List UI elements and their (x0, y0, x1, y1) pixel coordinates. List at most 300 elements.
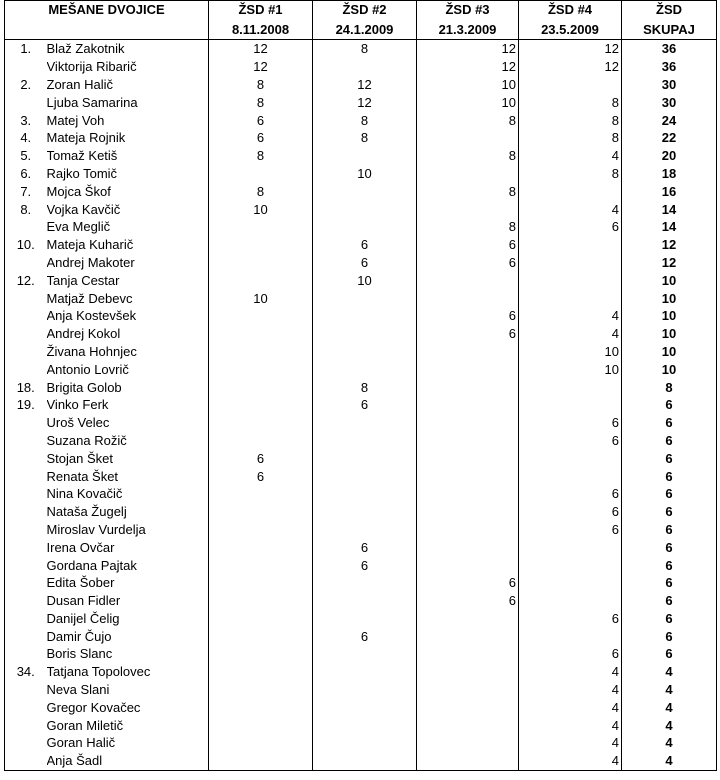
event-3-points-cell: 12 (417, 58, 519, 76)
table-row (5, 396, 717, 414)
event-3-points-cell (417, 378, 519, 396)
rank-cell (5, 58, 47, 76)
total-points-cell: 4 (622, 734, 717, 752)
player-name-cell: Anja Šadl (47, 752, 209, 770)
event-2-points-cell (313, 449, 417, 467)
player-name-cell: Zoran Halič (46, 76, 113, 92)
player-name-cell: Antonio Lovrič (46, 361, 129, 377)
rank-cell (5, 360, 47, 378)
event-2-points-cell: 6 (313, 538, 417, 556)
event-1-points-cell: 12 (209, 40, 313, 58)
rank-cell (5, 574, 47, 592)
event-4-points-cell (519, 574, 622, 592)
event-3-points-cell (417, 610, 519, 628)
rank-cell (5, 734, 47, 752)
event-2-points-cell (313, 147, 417, 165)
rank-cell (5, 556, 47, 574)
event-2-points-cell (313, 698, 417, 716)
rank-cell (5, 93, 47, 111)
event-3-points-cell (417, 734, 519, 752)
event-4-points-cell: 4 (519, 325, 622, 343)
table-row (5, 574, 717, 592)
table-row (5, 752, 717, 770)
event-1-points-cell (209, 574, 313, 592)
event-1-points-cell: 8 (209, 93, 313, 111)
rank-cell (5, 503, 47, 521)
event-1-points-cell (209, 343, 313, 361)
event-4-points-cell: 8 (519, 111, 622, 129)
event-3-date: 21.3.2009 (417, 21, 519, 40)
event-4-points-cell: 8 (519, 165, 622, 183)
player-name-cell: Andrej Makoter (46, 254, 135, 270)
event-1-points-cell: 6 (209, 129, 313, 147)
event-2-points-cell (313, 752, 417, 770)
event-1-points-cell (209, 254, 313, 272)
player-name-cell: Mateja Rojnik (46, 130, 126, 146)
player-name-cell: Boris Slanc (46, 646, 113, 662)
player-name-cell: Edita Šober (46, 575, 115, 591)
total-points-cell: 6 (622, 556, 717, 574)
table-row (5, 200, 717, 218)
event-1-points-cell (209, 165, 313, 183)
event-4-points-cell: 6 (519, 610, 622, 628)
total-points-cell: 6 (622, 503, 717, 521)
table-row (5, 58, 717, 76)
player-name-cell: Andrej Kokol (46, 326, 121, 342)
player-name-cell: Mojca Škof (46, 183, 111, 199)
event-1-points-cell (209, 325, 313, 343)
event-3-points-cell: 6 (417, 236, 519, 254)
event-2-points-cell: 10 (313, 271, 417, 289)
event-4-points-cell: 6 (519, 218, 622, 236)
event-2-points-cell (313, 360, 417, 378)
event-1-points-cell (209, 538, 313, 556)
event-2-points-cell (313, 218, 417, 236)
event-2-points-cell (313, 592, 417, 610)
event-3-points-cell: 12 (417, 40, 519, 58)
total-points-cell: 8 (622, 378, 717, 396)
event-1-points-cell: 8 (209, 182, 313, 200)
event-3-points-cell (417, 503, 519, 521)
event-3-points-cell (417, 467, 519, 485)
event-1-points-cell (209, 432, 313, 450)
event-1-points-cell (209, 360, 313, 378)
total-points-cell: 4 (622, 663, 717, 681)
rank-cell (5, 254, 47, 272)
event-3-points-cell (417, 200, 519, 218)
table-row (5, 734, 717, 752)
event-1-points-cell (209, 556, 313, 574)
player-name-cell: Goran Miletič (46, 717, 124, 733)
player-name-cell: Renata Šket (46, 468, 119, 484)
rank-cell (5, 592, 47, 610)
event-2-points-cell: 8 (313, 111, 417, 129)
event-2-points-cell: 12 (313, 76, 417, 94)
rank-cell (5, 681, 47, 699)
event-3-points-cell: 10 (417, 93, 519, 111)
event-1-points-cell (209, 698, 313, 716)
event-4-points-cell: 4 (519, 734, 622, 752)
total-points-cell: 10 (622, 325, 717, 343)
table-row (5, 325, 717, 343)
player-name-cell: Blaž Zakotnik (46, 41, 125, 57)
total-points-cell: 20 (622, 147, 717, 165)
event-2-points-cell (313, 58, 417, 76)
player-name-cell: Dusan Fidler (46, 593, 121, 609)
event-1-points-cell (209, 716, 313, 734)
rank-cell (5, 485, 47, 503)
event-3-points-cell (417, 449, 519, 467)
rank-cell: 10. (5, 236, 47, 254)
table-row (5, 645, 717, 663)
table-row (5, 236, 717, 254)
event-1-points-cell: 6 (209, 467, 313, 485)
event-1-points-cell: 10 (209, 200, 313, 218)
event-4-points-cell (519, 289, 622, 307)
event-4-points-cell: 4 (519, 307, 622, 325)
event-2-points-cell (313, 681, 417, 699)
table-row (5, 254, 717, 272)
rank-cell (5, 343, 47, 361)
total-points-cell: 6 (622, 627, 717, 645)
event-2-points-cell (313, 663, 417, 681)
event-2-date: 24.1.2009 (313, 21, 417, 40)
event-4-points-cell: 4 (519, 698, 622, 716)
total-points-cell: 14 (622, 218, 717, 236)
table-row (5, 271, 717, 289)
table-row (5, 467, 717, 485)
event-3-points-cell (417, 681, 519, 699)
rank-cell (5, 610, 47, 628)
event-4-date: 23.5.2009 (519, 21, 622, 40)
event-4-points-cell: 6 (519, 414, 622, 432)
event-3-points-cell (417, 627, 519, 645)
event-3-points-cell (417, 538, 519, 556)
event-4-points-cell: 8 (519, 129, 622, 147)
event-1-points-cell (209, 218, 313, 236)
event-2-points-cell: 6 (313, 396, 417, 414)
rank-cell: 3. (5, 111, 47, 129)
event-1-name: ŽSD #1 (209, 1, 313, 22)
rank-cell: 8. (5, 200, 47, 218)
event-3-points-cell (417, 129, 519, 147)
total-points-cell: 6 (622, 485, 717, 503)
event-4-name: ŽSD #4 (519, 1, 622, 22)
rank-cell (5, 752, 47, 770)
event-1-points-cell (209, 396, 313, 414)
event-2-points-cell (313, 645, 417, 663)
event-4-points-cell: 10 (519, 343, 622, 361)
player-name-cell: Eva Meglič (46, 219, 111, 235)
event-1-points-cell (209, 378, 313, 396)
table-row (5, 432, 717, 450)
event-1-points-cell (209, 627, 313, 645)
event-2-points-cell (313, 182, 417, 200)
player-name-cell: Nina Kovačič (46, 486, 123, 502)
event-4-points-cell: 4 (519, 147, 622, 165)
table-row (5, 289, 717, 307)
total-points-cell: 6 (622, 521, 717, 539)
event-3-points-cell: 8 (417, 218, 519, 236)
event-1-points-cell (209, 663, 313, 681)
player-name-cell: Uroš Velec (46, 415, 110, 431)
event-4-points-cell: 4 (519, 752, 622, 770)
event-3-points-cell: 6 (417, 325, 519, 343)
player-name-cell: Rajko Tomič (46, 165, 118, 181)
event-1-points-cell (209, 503, 313, 521)
player-name-cell: Ljuba Samarina (46, 94, 138, 110)
player-name-cell: Tanja Cestar (46, 272, 120, 288)
rank-cell (5, 716, 47, 734)
player-name-cell: Matej Voh (46, 112, 105, 128)
event-4-points-cell: 4 (519, 663, 622, 681)
event-4-points-cell (519, 254, 622, 272)
total-points-cell: 6 (622, 645, 717, 663)
event-1-points-cell: 6 (209, 449, 313, 467)
rank-cell (5, 218, 47, 236)
total-points-cell: 6 (622, 574, 717, 592)
player-name-cell: Anja Kostevšek (46, 308, 137, 324)
event-4-points-cell (519, 271, 622, 289)
rank-cell (5, 627, 47, 645)
event-2-points-cell: 10 (313, 165, 417, 183)
event-3-points-cell (417, 698, 519, 716)
results-table (4, 0, 717, 771)
event-1-date: 8.11.2008 (209, 21, 313, 40)
rank-cell (5, 538, 47, 556)
player-name-cell: Gregor Kovačec (46, 699, 141, 715)
event-4-points-cell (519, 236, 622, 254)
player-name-cell: Goran Halič (46, 735, 116, 751)
event-2-points-cell (313, 574, 417, 592)
total-header-line2: SKUPAJ (622, 21, 717, 40)
event-1-points-cell: 10 (209, 289, 313, 307)
total-points-cell: 6 (622, 592, 717, 610)
player-name-cell: Suzana Rožič (46, 432, 127, 448)
event-3-points-cell (417, 485, 519, 503)
event-4-points-cell (519, 76, 622, 94)
event-1-points-cell (209, 734, 313, 752)
event-4-points-cell: 6 (519, 521, 622, 539)
rank-cell: 6. (5, 165, 47, 183)
event-2-points-cell: 6 (313, 556, 417, 574)
event-3-points-cell: 6 (417, 307, 519, 325)
event-3-points-cell (417, 289, 519, 307)
event-2-points-cell: 8 (313, 378, 417, 396)
total-points-cell: 6 (622, 467, 717, 485)
total-points-cell: 10 (622, 343, 717, 361)
event-1-points-cell: 12 (209, 58, 313, 76)
rank-cell: 5. (5, 147, 47, 165)
total-points-cell: 10 (622, 360, 717, 378)
event-1-points-cell (209, 307, 313, 325)
table-title: MEŠANE DVOJICE (5, 1, 209, 22)
table-row (5, 93, 717, 111)
event-4-points-cell (519, 467, 622, 485)
event-3-points-cell (417, 360, 519, 378)
event-2-points-cell (313, 610, 417, 628)
table-row (5, 521, 717, 539)
event-1-points-cell (209, 521, 313, 539)
total-points-cell: 18 (622, 165, 717, 183)
total-points-cell: 30 (622, 76, 717, 94)
total-points-cell: 30 (622, 93, 717, 111)
event-3-points-cell (417, 165, 519, 183)
event-2-points-cell (313, 343, 417, 361)
event-1-points-cell: 8 (209, 76, 313, 94)
player-name-cell: Nataša Žugelj (46, 504, 127, 520)
event-3-points-cell: 6 (417, 254, 519, 272)
total-points-cell: 4 (622, 681, 717, 699)
table-row (5, 129, 717, 147)
event-2-points-cell: 8 (313, 40, 417, 58)
event-4-points-cell: 12 (519, 40, 622, 58)
event-1-points-cell (209, 236, 313, 254)
event-4-points-cell (519, 538, 622, 556)
total-points-cell: 14 (622, 200, 717, 218)
rank-cell: 2. (5, 76, 47, 94)
total-points-cell: 16 (622, 182, 717, 200)
table-row (5, 147, 717, 165)
table-row (5, 485, 717, 503)
total-points-cell: 6 (622, 449, 717, 467)
player-name-cell: Živana Hohnjec (46, 343, 137, 359)
table-row (5, 414, 717, 432)
player-name-cell: Vinko Ferk (46, 397, 109, 413)
table-row (5, 627, 717, 645)
rank-cell (5, 325, 47, 343)
table-row (5, 360, 717, 378)
event-2-points-cell: 8 (313, 129, 417, 147)
event-4-points-cell: 6 (519, 432, 622, 450)
event-3-points-cell (417, 396, 519, 414)
total-points-cell: 22 (622, 129, 717, 147)
event-1-points-cell: 8 (209, 147, 313, 165)
event-3-points-cell (417, 663, 519, 681)
event-4-points-cell (519, 396, 622, 414)
rank-cell (5, 645, 47, 663)
event-4-points-cell: 6 (519, 503, 622, 521)
event-3-points-cell (417, 716, 519, 734)
table-row (5, 40, 717, 58)
event-4-points-cell: 10 (519, 360, 622, 378)
event-2-points-cell (313, 432, 417, 450)
table-row (5, 165, 717, 183)
event-4-points-cell (519, 556, 622, 574)
table-body (5, 40, 717, 771)
table-row (5, 716, 717, 734)
rank-cell: 7. (5, 182, 47, 200)
total-points-cell: 6 (622, 538, 717, 556)
event-2-points-cell (313, 716, 417, 734)
event-4-points-cell: 4 (519, 200, 622, 218)
player-name-cell: Mateja Kuharič (46, 237, 134, 253)
player-name-cell: Danijel Čelig (46, 610, 120, 626)
event-2-points-cell: 6 (313, 627, 417, 645)
event-4-points-cell (519, 182, 622, 200)
table-header (5, 1, 717, 40)
rank-cell (5, 698, 47, 716)
table-row (5, 503, 717, 521)
total-points-cell: 10 (622, 307, 717, 325)
event-1-points-cell (209, 485, 313, 503)
rank-cell: 12. (5, 271, 47, 289)
table-row (5, 592, 717, 610)
total-points-cell: 6 (622, 432, 717, 450)
table-row (5, 218, 717, 236)
event-3-points-cell: 8 (417, 182, 519, 200)
table-row (5, 663, 717, 681)
event-2-points-cell (313, 200, 417, 218)
total-points-cell: 4 (622, 698, 717, 716)
player-name-cell: Damir Čujo (46, 628, 112, 644)
total-points-cell: 6 (622, 610, 717, 628)
event-1-points-cell (209, 645, 313, 663)
event-3-points-cell (417, 752, 519, 770)
total-points-cell: 12 (622, 236, 717, 254)
rank-cell (5, 289, 47, 307)
rank-cell (5, 467, 47, 485)
event-4-points-cell: 4 (519, 681, 622, 699)
table-row (5, 610, 717, 628)
event-3-points-cell (417, 521, 519, 539)
rank-cell (5, 449, 47, 467)
table-row (5, 681, 717, 699)
table-row (5, 556, 717, 574)
total-points-cell: 10 (622, 271, 717, 289)
event-4-points-cell: 8 (519, 93, 622, 111)
event-3-points-cell (417, 645, 519, 663)
event-4-points-cell (519, 378, 622, 396)
rank-cell (5, 414, 47, 432)
rank-cell: 4. (5, 129, 47, 147)
event-2-points-cell (313, 485, 417, 503)
player-name-cell: Tatjana Topolovec (46, 664, 151, 680)
event-2-points-cell (313, 467, 417, 485)
event-4-points-cell: 4 (519, 716, 622, 734)
title-spacer (5, 21, 209, 40)
total-points-cell: 4 (622, 752, 717, 770)
event-4-points-cell (519, 627, 622, 645)
table-row (5, 378, 717, 396)
event-3-points-cell (417, 432, 519, 450)
player-name-cell: Miroslav Vurdelja (46, 521, 146, 537)
player-name-cell: Irena Ovčar (46, 539, 115, 555)
player-name-cell: Viktorija Ribarič (46, 59, 137, 75)
table-row (5, 538, 717, 556)
player-name-cell: Stojan Šket (46, 450, 113, 466)
event-3-points-cell (417, 556, 519, 574)
event-1-points-cell (209, 414, 313, 432)
rank-cell: 34. (5, 663, 47, 681)
event-2-points-cell: 6 (313, 254, 417, 272)
event-1-points-cell (209, 752, 313, 770)
event-2-points-cell (313, 289, 417, 307)
table-row (5, 182, 717, 200)
total-points-cell: 36 (622, 58, 717, 76)
rank-cell (5, 307, 47, 325)
player-name-cell: Tomaž Ketiš (46, 148, 118, 164)
table-row (5, 76, 717, 94)
event-2-points-cell (313, 734, 417, 752)
total-points-cell: 6 (622, 396, 717, 414)
total-points-cell: 4 (622, 716, 717, 734)
event-3-points-cell: 8 (417, 111, 519, 129)
event-1-points-cell (209, 271, 313, 289)
total-points-cell: 10 (622, 289, 717, 307)
total-points-cell: 6 (622, 414, 717, 432)
event-3-name: ŽSD #3 (417, 1, 519, 22)
